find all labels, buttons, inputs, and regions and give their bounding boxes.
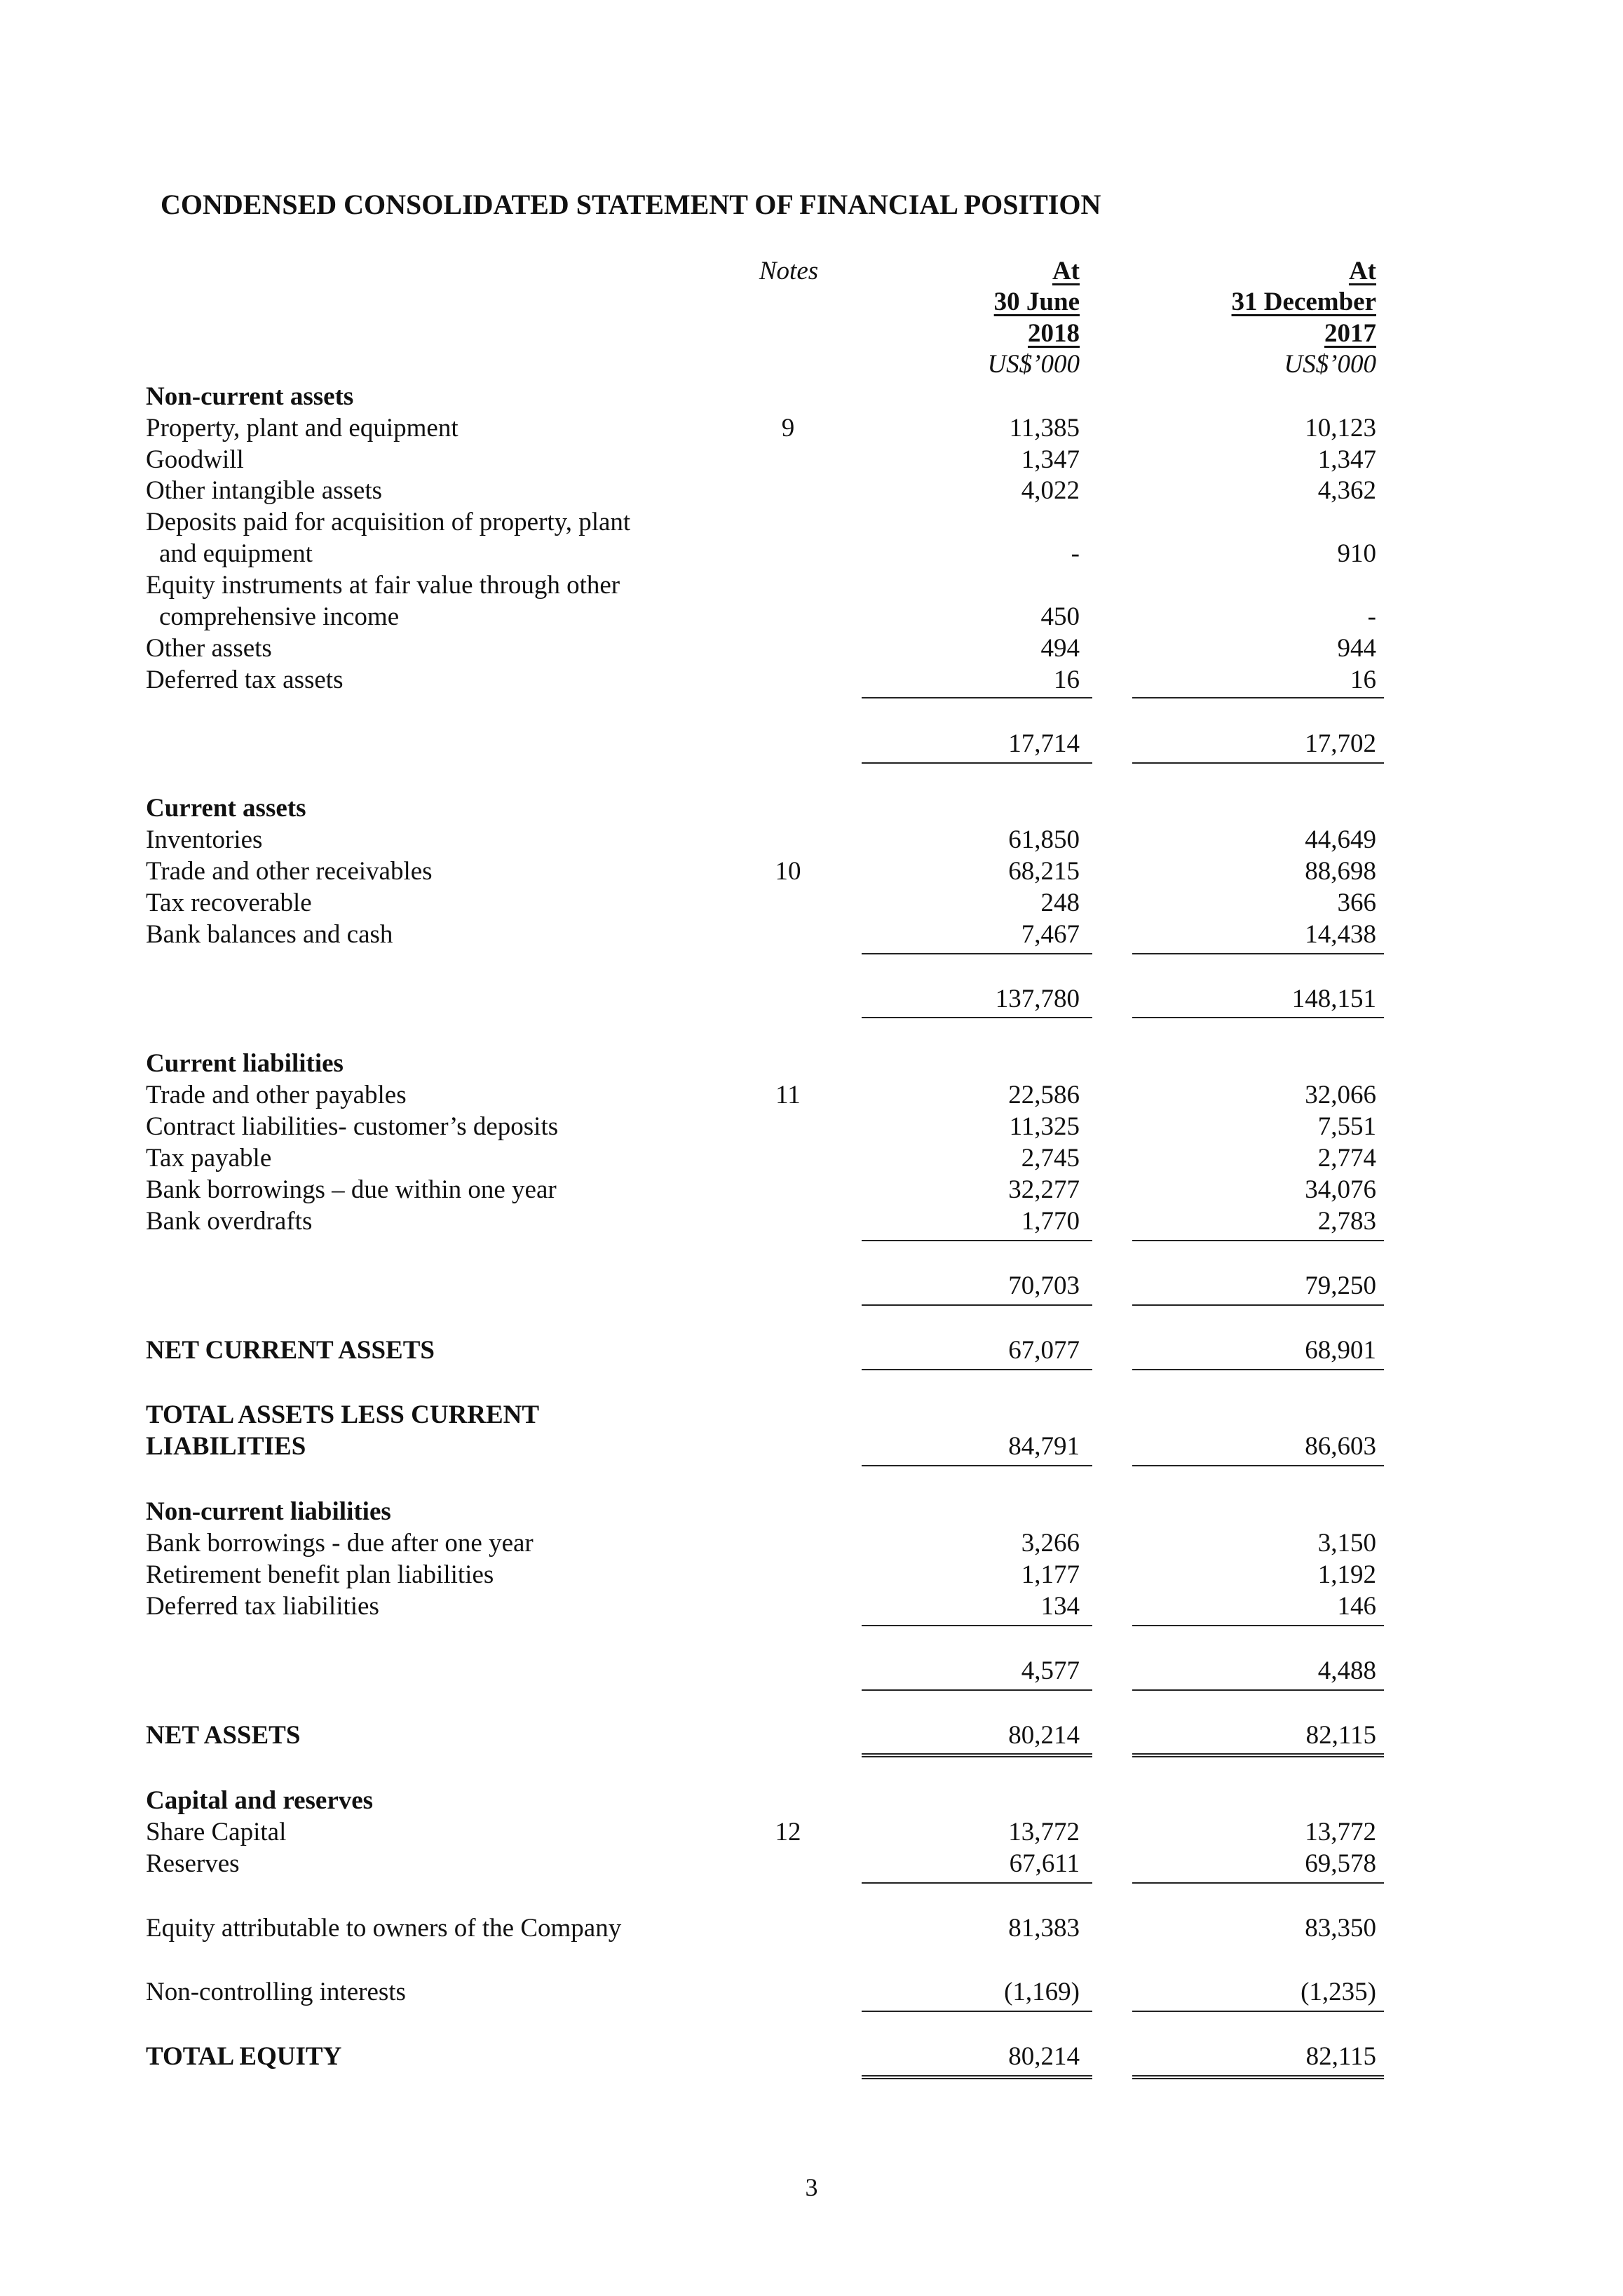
row-label: Other intangible assets (146, 476, 383, 505)
row-note: 9 (781, 414, 795, 443)
subtotal-rule (1132, 1017, 1384, 1018)
row-value-2017: 34,076 (1305, 1175, 1376, 1204)
row-label: Other assets (146, 634, 272, 663)
row-value-2017: 10,123 (1305, 414, 1376, 443)
row-value-2018: 67,077 (1008, 1336, 1080, 1365)
row-value-2017: - (1367, 602, 1376, 631)
col1-header-unit: US$’000 (987, 350, 1080, 379)
row-value-2017: 14,438 (1305, 920, 1376, 949)
row-label: TOTAL EQUITY (146, 2042, 342, 2071)
row-value-2017: 32,066 (1305, 1081, 1376, 1109)
row-value-2018: 7,467 (1021, 920, 1080, 949)
row-label: Share Capital (146, 1818, 287, 1846)
row-label: Current assets (146, 794, 306, 823)
row-value-2018: 11,325 (1009, 1112, 1080, 1141)
subtotal-rule (862, 2011, 1092, 2012)
row-value-2018: 4,577 (1021, 1656, 1080, 1685)
row-value-2017: 2,783 (1317, 1207, 1376, 1236)
row-value-2017: 146 (1337, 1592, 1376, 1621)
subtotal-rule (862, 1625, 1092, 1626)
row-label: Equity attributable to owners of the Company (146, 1914, 622, 1943)
row-label: Deferred tax liabilities (146, 1592, 379, 1621)
row-label: Equity instruments at fair value through other (146, 571, 620, 600)
page-number: 3 (805, 2173, 818, 2201)
row-label: Contract liabilities- customer’s deposits (146, 1112, 559, 1141)
row-value-2018: 16 (1054, 666, 1080, 694)
row-label: Bank overdrafts (146, 1207, 313, 1236)
row-label: Deposits paid for acquisition of property, plant (146, 508, 631, 536)
row-label: Non-current assets (146, 382, 354, 411)
row-value-2018: (1,169) (1004, 1978, 1080, 2006)
row-label: Bank balances and cash (146, 920, 393, 949)
row-value-2017: 68,901 (1305, 1336, 1376, 1365)
row-label: Reserves (146, 1849, 240, 1878)
row-label: Capital and reserves (146, 1786, 374, 1815)
row-note: 11 (775, 1081, 801, 1109)
subtotal-rule (1132, 1625, 1384, 1626)
subtotal-rule (1132, 953, 1384, 954)
row-note: 12 (775, 1818, 801, 1846)
row-value-2017: 83,350 (1305, 1914, 1376, 1943)
row-value-2018: 61,850 (1008, 825, 1080, 854)
subtotal-rule (862, 1240, 1092, 1241)
row-value-2018: 22,586 (1008, 1081, 1080, 1109)
subtotal-rule (862, 1465, 1092, 1466)
row-value-2017: 82,115 (1305, 1721, 1376, 1750)
col2-header-year: 2017 (1324, 319, 1376, 348)
subtotal-rule (862, 1882, 1092, 1884)
row-label: Current liabilities (146, 1049, 344, 1078)
row-value-2017: 13,772 (1305, 1818, 1376, 1846)
row-value-2018: 70,703 (1008, 1271, 1080, 1300)
row-value-2018: 84,791 (1008, 1432, 1080, 1461)
row-value-2018: 450 (1040, 602, 1080, 631)
row-value-2017: 944 (1337, 634, 1376, 663)
row-value-2017: 79,250 (1305, 1271, 1376, 1300)
row-value-2017: 44,649 (1305, 825, 1376, 854)
col2-header-date: 31 December (1231, 288, 1376, 316)
subtotal-rule (862, 1304, 1092, 1306)
row-value-2018: 1,770 (1021, 1207, 1080, 1236)
row-value-2018: 4,022 (1021, 476, 1080, 505)
row-label: LIABILITIES (146, 1432, 306, 1461)
subtotal-rule (1132, 762, 1384, 764)
subtotal-rule (1132, 1465, 1384, 1466)
subtotal-rule (862, 1689, 1092, 1691)
row-value-2017: 1,347 (1317, 445, 1376, 474)
row-value-2018: 494 (1040, 634, 1080, 663)
subtotal-rule (1132, 1240, 1384, 1241)
subtotal-rule (862, 1017, 1092, 1018)
double-underline-rule (862, 1753, 1092, 1757)
row-value-2017: 2,774 (1317, 1144, 1376, 1173)
row-label: and equipment (159, 539, 313, 568)
row-value-2017: 86,603 (1305, 1432, 1376, 1461)
row-value-2018: 80,214 (1008, 1721, 1080, 1750)
col1-header-date: 30 June (993, 288, 1080, 316)
col1-header-year: 2018 (1028, 319, 1080, 348)
page-title: CONDENSED CONSOLIDATED STATEMENT OF FINANCIAL POSITION (161, 189, 1101, 220)
row-value-2018: 137,780 (995, 985, 1080, 1013)
row-label: Deferred tax assets (146, 666, 344, 694)
row-value-2017: 16 (1350, 666, 1376, 694)
subtotal-rule (1132, 1689, 1384, 1691)
row-value-2017: 7,551 (1317, 1112, 1376, 1141)
col2-header-unit: US$’000 (1284, 350, 1376, 379)
subtotal-rule (1132, 1304, 1384, 1306)
row-value-2018: 11,385 (1009, 414, 1080, 443)
row-label: TOTAL ASSETS LESS CURRENT (146, 1400, 540, 1429)
row-value-2017: 148,151 (1291, 985, 1376, 1013)
subtotal-rule (1132, 1369, 1384, 1370)
double-underline-rule (1132, 1753, 1384, 1757)
subtotal-rule (862, 697, 1092, 698)
row-label: Goodwill (146, 445, 244, 474)
row-label: Retirement benefit plan liabilities (146, 1560, 494, 1589)
col2-header-at: At (1348, 257, 1376, 285)
row-label: Tax recoverable (146, 889, 312, 917)
row-value-2018: 1,347 (1021, 445, 1080, 474)
row-label: comprehensive income (159, 602, 400, 631)
row-value-2017: 4,488 (1317, 1656, 1376, 1685)
row-value-2018: 3,266 (1021, 1529, 1080, 1558)
row-value-2017: 910 (1337, 539, 1376, 568)
row-value-2018: 1,177 (1021, 1560, 1080, 1589)
subtotal-rule (1132, 2011, 1384, 2012)
row-value-2018: 80,214 (1008, 2042, 1080, 2071)
subtotal-rule (1132, 697, 1384, 698)
row-label: Bank borrowings - due after one year (146, 1529, 534, 1558)
double-underline-rule (1132, 2075, 1384, 2079)
subtotal-rule (862, 1369, 1092, 1370)
row-value-2018: 134 (1040, 1592, 1080, 1621)
row-value-2017: 88,698 (1305, 857, 1376, 886)
row-label: Bank borrowings – due within one year (146, 1175, 557, 1204)
row-value-2018: 13,772 (1008, 1818, 1080, 1846)
row-label: NET ASSETS (146, 1721, 301, 1750)
row-value-2018: 81,383 (1008, 1914, 1080, 1943)
subtotal-rule (862, 762, 1092, 764)
row-label: Trade and other receivables (146, 857, 433, 886)
row-value-2017: 1,192 (1317, 1560, 1376, 1589)
row-value-2017: 4,362 (1317, 476, 1376, 505)
row-value-2018: 32,277 (1008, 1175, 1080, 1204)
col1-header-at: At (1052, 257, 1080, 285)
double-underline-rule (862, 2075, 1092, 2079)
row-value-2018: 67,611 (1009, 1849, 1080, 1878)
row-label: Inventories (146, 825, 263, 854)
row-value-2018: 248 (1040, 889, 1080, 917)
row-value-2017: (1,235) (1301, 1978, 1376, 2006)
row-value-2018: 2,745 (1021, 1144, 1080, 1173)
row-value-2018: 17,714 (1008, 729, 1080, 758)
row-label: Tax payable (146, 1144, 272, 1173)
row-value-2017: 69,578 (1305, 1849, 1376, 1878)
row-label: Trade and other payables (146, 1081, 407, 1109)
notes-column-header: Notes (759, 257, 819, 285)
row-label: Property, plant and equipment (146, 414, 459, 443)
row-value-2017: 366 (1337, 889, 1376, 917)
subtotal-rule (1132, 1882, 1384, 1884)
row-value-2017: 17,702 (1305, 729, 1376, 758)
row-label: NET CURRENT ASSETS (146, 1336, 435, 1365)
row-label: Non-controlling interests (146, 1978, 406, 2006)
subtotal-rule (862, 953, 1092, 954)
row-note: 10 (775, 857, 801, 886)
row-value-2017: 3,150 (1317, 1529, 1376, 1558)
row-value-2017: 82,115 (1305, 2042, 1376, 2071)
row-label: Non-current liabilities (146, 1497, 391, 1526)
row-value-2018: - (1071, 539, 1080, 568)
row-value-2018: 68,215 (1008, 857, 1080, 886)
